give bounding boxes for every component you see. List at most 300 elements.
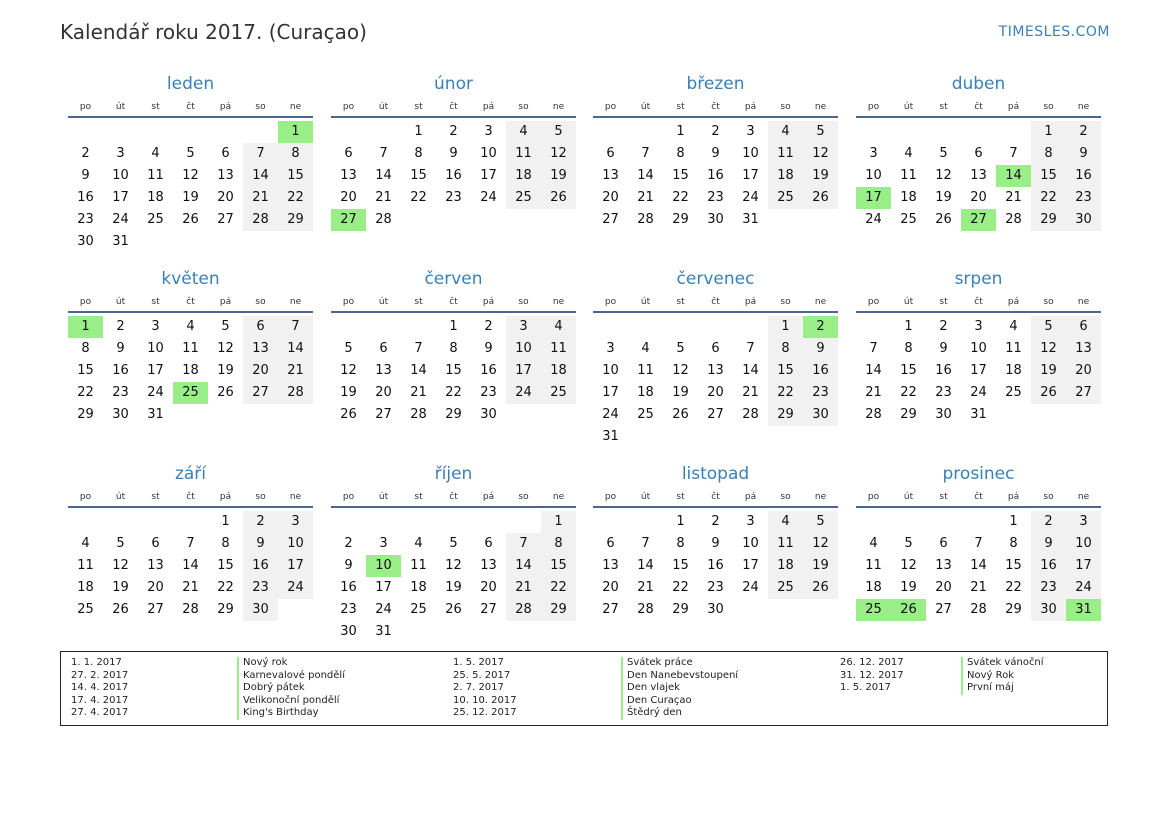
legend-date: 26. 12. 2017 — [840, 657, 904, 668]
day-cell: 9 — [449, 146, 458, 161]
day-cell: 21 — [278, 360, 313, 382]
day-cell: 11 — [768, 143, 803, 165]
day-cell: 26 — [541, 187, 576, 209]
day-cell: 2 — [81, 146, 90, 161]
day-cell: 28 — [182, 602, 199, 617]
day-cell: 14 — [637, 168, 654, 183]
day-cell: 8 — [81, 341, 90, 356]
weekday-header: čt — [186, 492, 195, 502]
legend-date: 1. 1. 2017 — [71, 657, 122, 668]
weekday-header: po — [604, 492, 617, 502]
day-cell: 15 — [541, 555, 576, 577]
day-cell: 25 — [900, 212, 917, 227]
day-cell: 3 — [746, 124, 755, 139]
day-cell: 18 — [865, 580, 882, 595]
day-cell: 5 — [803, 121, 838, 143]
day-cell: 19 — [900, 580, 917, 595]
weekday-header: st — [939, 102, 948, 112]
day-cell: 29 — [278, 209, 313, 231]
day-cell: 18 — [637, 385, 654, 400]
day-cell: 25 — [147, 212, 164, 227]
day-cell: 7 — [379, 146, 388, 161]
day-cell: 8 — [1031, 143, 1066, 165]
weekday-header: čt — [449, 102, 458, 112]
day-cell: 25 — [410, 602, 427, 617]
day-cell: 8 — [449, 341, 458, 356]
weekday-header: po — [867, 102, 880, 112]
day-cell: 4 — [641, 341, 650, 356]
weekday-header: pá — [744, 102, 757, 112]
holiday-day: 27 — [961, 209, 996, 231]
day-cell: 4 — [1009, 319, 1018, 334]
day-cell: 5 — [803, 511, 838, 533]
day-cell: 31 — [970, 407, 987, 422]
weekday-header: so — [1043, 492, 1054, 502]
month-name: listopad — [681, 464, 750, 484]
day-cell: 6 — [344, 146, 353, 161]
day-cell: 17 — [375, 580, 392, 595]
day-cell: 12 — [935, 168, 952, 183]
day-cell: 24 — [1066, 577, 1101, 599]
day-cell: 27 — [935, 602, 952, 617]
day-cell: 24 — [742, 190, 759, 205]
day-cell: 18 — [182, 363, 199, 378]
day-cell: 31 — [602, 429, 619, 444]
weekday-header: so — [780, 297, 791, 307]
day-cell: 21 — [375, 190, 392, 205]
day-cell: 23 — [707, 580, 724, 595]
month-name: duben — [951, 74, 1006, 94]
day-cell: 26 — [182, 212, 199, 227]
weekday-header: pá — [219, 297, 232, 307]
day-cell: 10 — [112, 168, 129, 183]
day-cell: 23 — [112, 385, 129, 400]
day-cell: 31 — [742, 212, 759, 227]
holiday-day: 14 — [996, 165, 1031, 187]
day-cell: 7 — [641, 146, 650, 161]
day-cell: 10 — [1066, 533, 1101, 555]
weekday-header: pá — [1007, 297, 1020, 307]
day-cell: 29 — [445, 407, 462, 422]
legend-holiday-name: Den Nanebevstoupení — [621, 670, 738, 683]
day-cell: 25 — [768, 577, 803, 599]
day-cell: 3 — [379, 536, 388, 551]
day-cell: 6 — [484, 536, 493, 551]
day-cell: 9 — [1031, 533, 1066, 555]
day-cell: 12 — [803, 533, 838, 555]
month-name: březen — [686, 74, 745, 94]
weekday-header: st — [414, 102, 423, 112]
day-cell: 15 — [410, 168, 427, 183]
day-cell: 19 — [803, 165, 838, 187]
day-cell: 17 — [147, 363, 164, 378]
day-cell: 22 — [278, 187, 313, 209]
day-cell: 23 — [803, 382, 838, 404]
weekday-header: čt — [974, 297, 983, 307]
day-cell: 2 — [243, 511, 278, 533]
day-cell: 2 — [711, 124, 720, 139]
day-cell: 10 — [865, 168, 882, 183]
weekday-header: út — [378, 297, 389, 307]
brand-link[interactable]: TIMESLES.COM — [998, 24, 1110, 40]
weekday-header: st — [414, 297, 423, 307]
weekday-header: so — [255, 297, 266, 307]
weekday-header: ne — [1077, 297, 1090, 307]
weekday-header: út — [903, 102, 914, 112]
day-cell: 27 — [147, 602, 164, 617]
day-cell: 20 — [970, 190, 987, 205]
holiday-legend — [60, 651, 1108, 726]
weekday-header: čt — [974, 102, 983, 112]
day-cell: 1 — [414, 124, 423, 139]
legend-holiday-name: Karnevalové pondělí — [237, 670, 345, 683]
legend-date: 1. 5. 2017 — [840, 682, 891, 694]
day-cell: 16 — [803, 360, 838, 382]
day-cell: 20 — [340, 190, 357, 205]
day-cell: 23 — [1066, 187, 1101, 209]
day-cell: 22 — [900, 385, 917, 400]
month-name: červen — [424, 269, 483, 289]
weekday-header: po — [604, 102, 617, 112]
day-cell: 26 — [1031, 382, 1066, 404]
day-cell: 1 — [541, 511, 576, 533]
day-cell: 18 — [768, 165, 803, 187]
weekday-header: ne — [814, 102, 827, 112]
holiday-day: 25 — [856, 599, 891, 621]
day-cell: 8 — [768, 338, 803, 360]
day-cell: 15 — [278, 165, 313, 187]
day-cell: 11 — [147, 168, 164, 183]
day-cell: 1 — [768, 316, 803, 338]
day-cell: 23 — [707, 190, 724, 205]
weekday-header: st — [939, 492, 948, 502]
weekday-header: ne — [552, 102, 565, 112]
weekday-header: so — [1043, 102, 1054, 112]
day-cell: 30 — [803, 404, 838, 426]
day-cell: 22 — [445, 385, 462, 400]
month-divider — [331, 506, 576, 508]
day-cell: 9 — [711, 146, 720, 161]
day-cell: 12 — [182, 168, 199, 183]
day-cell: 13 — [935, 558, 952, 573]
day-cell: 28 — [637, 212, 654, 227]
day-cell: 29 — [1005, 602, 1022, 617]
legend-date: 17. 4. 2017 — [71, 694, 129, 706]
day-cell: 6 — [939, 536, 948, 551]
weekday-header: po — [79, 297, 92, 307]
day-cell: 24 — [147, 385, 164, 400]
weekday-header: so — [518, 492, 529, 502]
day-cell: 13 — [375, 363, 392, 378]
weekday-header: čt — [186, 102, 195, 112]
day-cell: 7 — [414, 341, 423, 356]
weekday-header: čt — [449, 492, 458, 502]
day-cell: 3 — [151, 319, 160, 334]
weekday-header: so — [780, 492, 791, 502]
day-cell: 31 — [375, 624, 392, 639]
day-cell: 17 — [278, 555, 313, 577]
weekday-header: pá — [1007, 102, 1020, 112]
day-cell: 28 — [410, 407, 427, 422]
day-cell: 10 — [742, 536, 759, 551]
weekday-header: ne — [289, 102, 302, 112]
holiday-day: 27 — [331, 209, 366, 231]
day-cell: 20 — [602, 190, 619, 205]
day-cell: 30 — [243, 599, 278, 621]
weekday-header: čt — [974, 492, 983, 502]
day-cell: 9 — [1066, 143, 1101, 165]
day-cell: 25 — [1005, 385, 1022, 400]
weekday-header: st — [939, 297, 948, 307]
day-cell: 9 — [344, 558, 353, 573]
day-cell: 21 — [243, 187, 278, 209]
day-cell: 18 — [147, 190, 164, 205]
day-cell: 21 — [1005, 190, 1022, 205]
day-cell: 23 — [243, 577, 278, 599]
day-cell: 17 — [602, 385, 619, 400]
day-cell: 6 — [711, 341, 720, 356]
legend-date: 25. 12. 2017 — [453, 707, 517, 719]
weekday-header: čt — [186, 297, 195, 307]
day-cell: 21 — [865, 385, 882, 400]
day-cell: 27 — [707, 407, 724, 422]
day-cell: 30 — [1031, 599, 1066, 621]
day-cell: 6 — [1066, 316, 1101, 338]
day-cell: 15 — [1031, 165, 1066, 187]
day-cell: 16 — [480, 363, 497, 378]
day-cell: 29 — [672, 602, 689, 617]
day-cell: 7 — [641, 536, 650, 551]
day-cell: 11 — [506, 143, 541, 165]
day-cell: 5 — [939, 146, 948, 161]
month-name: září — [174, 464, 207, 484]
weekday-header: čt — [711, 492, 720, 502]
weekday-header: út — [115, 102, 126, 112]
legend-date: 27. 2. 2017 — [71, 669, 129, 681]
day-cell: 1 — [904, 319, 913, 334]
day-cell: 13 — [1066, 338, 1101, 360]
day-cell: 17 — [742, 168, 759, 183]
day-cell: 18 — [541, 360, 576, 382]
day-cell: 14 — [865, 363, 882, 378]
day-cell: 13 — [243, 338, 278, 360]
day-cell: 18 — [410, 580, 427, 595]
day-cell: 14 — [243, 165, 278, 187]
day-cell: 6 — [379, 341, 388, 356]
day-cell: 5 — [541, 121, 576, 143]
weekday-header: so — [518, 297, 529, 307]
day-cell: 23 — [77, 212, 94, 227]
day-cell: 30 — [707, 212, 724, 227]
day-cell: 2 — [116, 319, 125, 334]
weekday-header: út — [115, 297, 126, 307]
weekday-header: so — [518, 102, 529, 112]
day-cell: 13 — [480, 558, 497, 573]
legend-holiday-name: Den Curaçao — [621, 695, 692, 708]
day-cell: 15 — [1005, 558, 1022, 573]
month-divider — [593, 311, 838, 313]
legend-date: 14. 4. 2017 — [71, 682, 129, 694]
day-cell: 20 — [480, 580, 497, 595]
day-cell: 4 — [768, 121, 803, 143]
day-cell: 6 — [243, 316, 278, 338]
day-cell: 30 — [77, 234, 94, 249]
weekday-header: po — [342, 102, 355, 112]
day-cell: 27 — [1066, 382, 1101, 404]
day-cell: 22 — [672, 190, 689, 205]
day-cell: 17 — [112, 190, 129, 205]
day-cell: 8 — [676, 146, 685, 161]
day-cell: 22 — [541, 577, 576, 599]
day-cell: 30 — [1066, 209, 1101, 231]
day-cell: 29 — [900, 407, 917, 422]
day-cell: 25 — [77, 602, 94, 617]
day-cell: 8 — [1009, 536, 1018, 551]
day-cell: 7 — [186, 536, 195, 551]
day-cell: 18 — [900, 190, 917, 205]
day-cell: 20 — [217, 190, 234, 205]
day-cell: 14 — [410, 363, 427, 378]
day-cell: 19 — [935, 190, 952, 205]
day-cell: 24 — [375, 602, 392, 617]
day-cell: 20 — [707, 385, 724, 400]
weekday-header: út — [640, 492, 651, 502]
day-cell: 25 — [541, 382, 576, 404]
day-cell: 4 — [768, 511, 803, 533]
day-cell: 24 — [112, 212, 129, 227]
day-cell: 7 — [1009, 146, 1018, 161]
day-cell: 7 — [974, 536, 983, 551]
day-cell: 11 — [637, 363, 654, 378]
day-cell: 12 — [672, 363, 689, 378]
day-cell: 28 — [243, 209, 278, 231]
day-cell: 24 — [480, 190, 497, 205]
day-cell: 5 — [449, 536, 458, 551]
legend-holiday-name: Svátek práce — [621, 657, 693, 670]
day-cell: 14 — [637, 558, 654, 573]
month-divider — [68, 116, 313, 118]
day-cell: 16 — [707, 558, 724, 573]
day-cell: 11 — [900, 168, 917, 183]
day-cell: 26 — [803, 577, 838, 599]
holiday-day: 2 — [803, 316, 838, 338]
day-cell: 19 — [1031, 360, 1066, 382]
day-cell: 27 — [243, 382, 278, 404]
weekday-header: po — [604, 297, 617, 307]
month-divider — [331, 311, 576, 313]
day-cell: 25 — [768, 187, 803, 209]
day-cell: 20 — [147, 580, 164, 595]
weekday-header: pá — [482, 492, 495, 502]
day-cell: 29 — [77, 407, 94, 422]
day-cell: 26 — [935, 212, 952, 227]
day-cell: 9 — [939, 341, 948, 356]
day-cell: 12 — [340, 363, 357, 378]
month-name: květen — [161, 269, 220, 289]
day-cell: 26 — [112, 602, 129, 617]
day-cell: 26 — [445, 602, 462, 617]
day-cell: 18 — [1005, 363, 1022, 378]
day-cell: 30 — [340, 624, 357, 639]
day-cell: 15 — [217, 558, 234, 573]
day-cell: 3 — [278, 511, 313, 533]
day-cell: 28 — [865, 407, 882, 422]
day-cell: 3 — [506, 316, 541, 338]
weekday-header: po — [867, 297, 880, 307]
month-divider — [856, 506, 1101, 508]
month-divider — [593, 506, 838, 508]
day-cell: 23 — [340, 602, 357, 617]
day-cell: 6 — [606, 146, 615, 161]
day-cell: 26 — [217, 385, 234, 400]
day-cell: 22 — [672, 580, 689, 595]
day-cell: 9 — [116, 341, 125, 356]
day-cell: 2 — [484, 319, 493, 334]
day-cell: 1 — [676, 124, 685, 139]
weekday-header: út — [903, 297, 914, 307]
weekday-header: so — [1043, 297, 1054, 307]
holiday-day: 31 — [1066, 599, 1101, 621]
weekday-header: pá — [744, 297, 757, 307]
weekday-header: ne — [814, 492, 827, 502]
day-cell: 4 — [541, 316, 576, 338]
day-cell: 2 — [711, 514, 720, 529]
day-cell: 3 — [1066, 511, 1101, 533]
weekday-header: čt — [449, 297, 458, 307]
day-cell: 19 — [217, 363, 234, 378]
month-name: únor — [434, 74, 473, 94]
day-cell: 18 — [77, 580, 94, 595]
weekday-header: so — [780, 102, 791, 112]
day-cell: 24 — [602, 407, 619, 422]
weekday-header: pá — [219, 102, 232, 112]
day-cell: 31 — [112, 234, 129, 249]
day-cell: 28 — [742, 407, 759, 422]
day-cell: 19 — [803, 555, 838, 577]
day-cell: 20 — [935, 580, 952, 595]
page-title: Kalendář roku 2017. (Curaçao) — [60, 20, 367, 44]
day-cell: 12 — [445, 558, 462, 573]
day-cell: 3 — [974, 319, 983, 334]
day-cell: 28 — [1005, 212, 1022, 227]
weekday-header: út — [640, 102, 651, 112]
weekday-header: ne — [552, 297, 565, 307]
month-name: srpen — [954, 269, 1003, 289]
day-cell: 5 — [1031, 316, 1066, 338]
day-cell: 21 — [637, 580, 654, 595]
weekday-header: pá — [482, 102, 495, 112]
day-cell: 13 — [217, 168, 234, 183]
weekday-header: ne — [289, 297, 302, 307]
day-cell: 16 — [935, 363, 952, 378]
day-cell: 4 — [869, 536, 878, 551]
day-cell: 10 — [970, 341, 987, 356]
day-cell: 18 — [506, 165, 541, 187]
day-cell: 27 — [480, 602, 497, 617]
day-cell: 20 — [602, 580, 619, 595]
day-cell: 21 — [637, 190, 654, 205]
day-cell: 5 — [186, 146, 195, 161]
day-cell: 17 — [480, 168, 497, 183]
weekday-header: ne — [814, 297, 827, 307]
day-cell: 13 — [707, 363, 724, 378]
day-cell: 19 — [182, 190, 199, 205]
day-cell: 20 — [375, 385, 392, 400]
legend-date: 25. 5. 2017 — [453, 669, 511, 681]
day-cell: 16 — [707, 168, 724, 183]
day-cell: 30 — [707, 602, 724, 617]
day-cell: 13 — [147, 558, 164, 573]
